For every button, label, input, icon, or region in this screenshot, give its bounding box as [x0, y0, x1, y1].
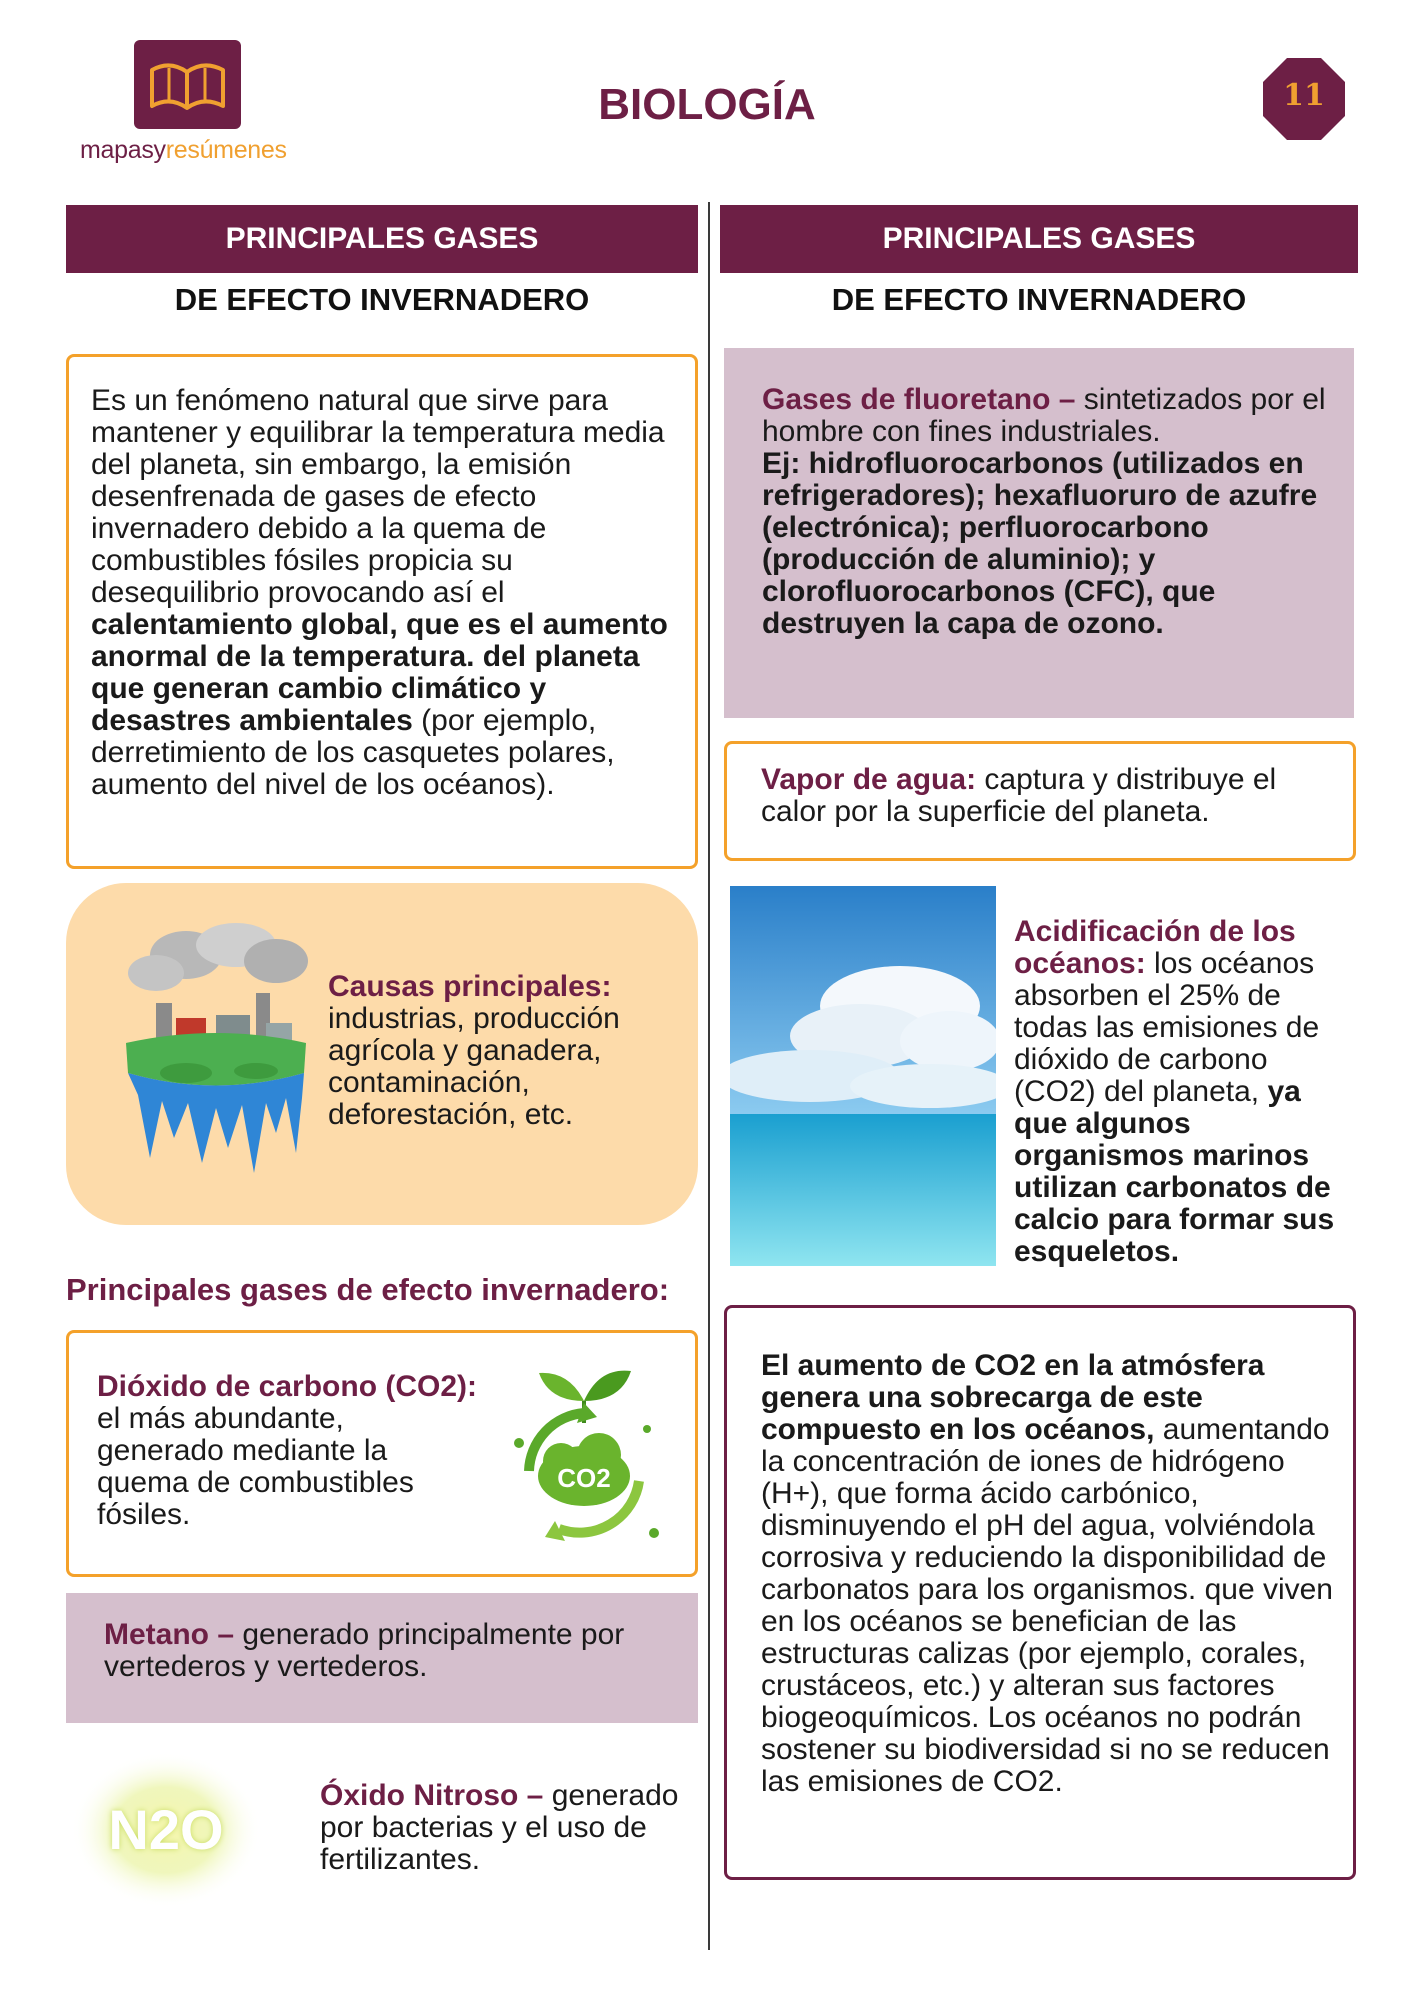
- causes-card: [66, 883, 698, 1225]
- vapor-box: [724, 741, 1356, 861]
- fluor-text: Gases de fluoretano – sintetizados por el hombre con fines industriales. Ej: hidrofluorocarbonos (utilizados en refrigeradores); hexafluoruro de azufre (electrónica); perfluorocarbono (producción de aluminio); y clorofluorocarbonos (CFC), que destruyen la capa de ozono.: [762, 383, 1326, 640]
- co2-ocean-text: El aumento de CO2 en la atmósfera genera una sobrecarga de este compuesto en los océanos, aumentando la concentración de iones de hidrógeno (H+), que forma ácido carbónico, disminuyendo el pH del agua, volviéndola corrosiva y reduciendo la disponibilidad de carbonatos para los organismos. que viven en los océanos se benefician de las estructuras calizas (por ejemplo, corales, crustáceos, etc.) y alteran sus factores biogeoquímicos. Los océanos no podrán sostener su biodiversidad si no se reducen las emisiones de CO2.: [761, 1349, 1333, 1798]
- co2-box: [66, 1330, 698, 1577]
- co2-text: Dióxido de carbono (CO2): el más abundante, generado mediante la quema de combustibles fósiles.: [97, 1370, 478, 1531]
- logo-wordmark: mapasyresúmenes: [80, 136, 287, 164]
- co2-icon-label: CO2: [557, 1463, 611, 1493]
- left-section-subtitle: DE EFECTO INVERNADERO: [174, 282, 590, 317]
- page-title: BIOLOGÍA: [598, 80, 816, 129]
- co2-ocean-box: [724, 1305, 1356, 1880]
- melting-earth-icon: [116, 923, 316, 1183]
- fluor-box: [724, 348, 1354, 718]
- n2o-glow-icon: [66, 1745, 266, 1915]
- page-number: 11: [1283, 78, 1325, 113]
- causes-text: Causas principales: industrias, producción agrícola y ganadera, contaminación, deforestación, etc.: [328, 970, 620, 1131]
- right-section-subtitle: DE EFECTO INVERNADERO: [831, 282, 1247, 317]
- right-section-bar: PRINCIPALES GASES: [720, 205, 1358, 273]
- methane-box: [66, 1593, 698, 1723]
- n2o-icon-label: N2O: [108, 1798, 224, 1861]
- gases-heading: Principales gases de efecto invernadero:: [66, 1272, 670, 1307]
- intro-box: [66, 354, 698, 869]
- methane-text: Metano – generado principalmente por vertederos y vertederos.: [104, 1618, 625, 1683]
- column-divider: [708, 202, 710, 1950]
- left-section-bar: PRINCIPALES GASES: [66, 205, 698, 273]
- page-number-badge: [1263, 58, 1345, 140]
- n2o-text: Óxido Nitroso – generado por bacterias y el uso de fertilizantes.: [320, 1779, 679, 1876]
- co2-recycle-icon: [499, 1351, 669, 1561]
- acid-text: Acidificación de los océanos: los océanos absorben el 25% de todas las emisiones de dióxido de carbono (CO2) del planeta, ya que algunos organismos marinos utilizan carbonatos de calcio para formar sus esqueletos.: [1014, 915, 1335, 1268]
- vapor-text: Vapor de agua: captura y distribuye el calor por la superficie del planeta.: [761, 763, 1277, 828]
- intro-text: Es un fenómeno natural que sirve para mantener y equilibrar la temperatura media del planeta, sin embargo, la emisión desenfrenada de gases de efecto invernadero debido a la quema de combustibles fósiles propicia su desequilibrio provocando así el calentamiento global, que es el aumento anormal de la temperatura. del planeta que generan cambio climático y desastres ambientales (por ejemplo, derretimiento de los casquetes polares, aumento del nivel de los océanos).: [91, 384, 668, 801]
- ocean-sky-image: [730, 886, 996, 1266]
